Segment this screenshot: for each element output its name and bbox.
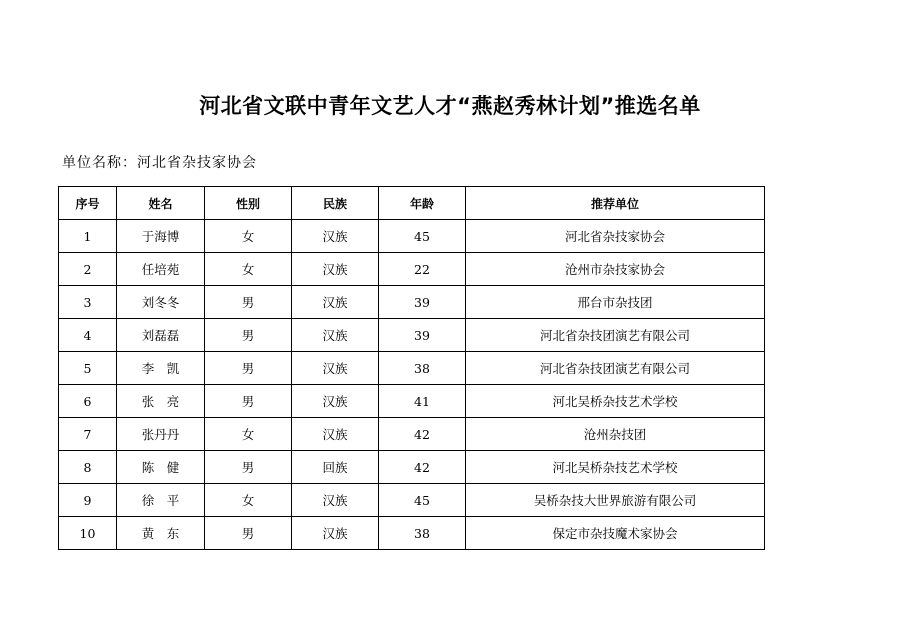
cell-recommending-unit: 河北吴桥杂技艺术学校	[466, 385, 765, 418]
cell-age: 22	[379, 253, 466, 286]
cell-index: 1	[59, 220, 117, 253]
unit-name: 单位名称：河北省杂技家协会	[62, 155, 257, 171]
cell-gender: 女	[205, 484, 292, 517]
table-row	[59, 220, 765, 253]
cell-index: 3	[59, 286, 117, 319]
cell-gender: 男	[205, 319, 292, 352]
cell-name: 李 凯	[117, 352, 205, 385]
cell-name: 张 亮	[117, 385, 205, 418]
cell-name: 刘磊磊	[117, 319, 205, 352]
cell-index: 2	[59, 253, 117, 286]
cell-name: 张丹丹	[117, 418, 205, 451]
table-row	[59, 385, 765, 418]
table-header-row	[59, 187, 765, 220]
cell-ethnicity: 汉族	[292, 220, 379, 253]
cell-gender: 男	[205, 286, 292, 319]
header-gender: 性别	[205, 187, 292, 220]
table-row	[59, 319, 765, 352]
cell-recommending-unit: 邢台市杂技团	[466, 286, 765, 319]
cell-recommending-unit: 河北省杂技团演艺有限公司	[466, 352, 765, 385]
table-row	[59, 484, 765, 517]
cell-ethnicity: 汉族	[292, 319, 379, 352]
table-row	[59, 418, 765, 451]
cell-gender: 女	[205, 220, 292, 253]
cell-ethnicity: 汉族	[292, 484, 379, 517]
cell-index: 10	[59, 517, 117, 550]
cell-recommending-unit: 吴桥杂技大世界旅游有限公司	[466, 484, 765, 517]
cell-index: 7	[59, 418, 117, 451]
table-row	[59, 451, 765, 484]
cell-age: 45	[379, 484, 466, 517]
cell-age: 39	[379, 286, 466, 319]
table-row	[59, 352, 765, 385]
cell-age: 38	[379, 517, 466, 550]
cell-age: 42	[379, 418, 466, 451]
cell-recommending-unit: 河北省杂技家协会	[466, 220, 765, 253]
cell-ethnicity: 汉族	[292, 385, 379, 418]
nomination-table	[58, 186, 765, 550]
cell-gender: 男	[205, 517, 292, 550]
document-title: 河北省文联中青年文艺人才“燕赵秀林计划”推选名单	[199, 94, 701, 118]
cell-recommending-unit: 河北吴桥杂技艺术学校	[466, 451, 765, 484]
cell-ethnicity: 汉族	[292, 517, 379, 550]
cell-recommending-unit: 沧州杂技团	[466, 418, 765, 451]
cell-name: 任培苑	[117, 253, 205, 286]
header-index: 序号	[59, 187, 117, 220]
cell-recommending-unit: 保定市杂技魔术家协会	[466, 517, 765, 550]
cell-name: 陈 健	[117, 451, 205, 484]
header-age: 年龄	[379, 187, 466, 220]
cell-ethnicity: 汉族	[292, 418, 379, 451]
cell-index: 9	[59, 484, 117, 517]
cell-gender: 男	[205, 451, 292, 484]
cell-name: 徐 平	[117, 484, 205, 517]
cell-recommending-unit: 河北省杂技团演艺有限公司	[466, 319, 765, 352]
cell-recommending-unit: 沧州市杂技家协会	[466, 253, 765, 286]
cell-age: 42	[379, 451, 466, 484]
cell-ethnicity: 汉族	[292, 253, 379, 286]
cell-gender: 女	[205, 253, 292, 286]
cell-name: 于海博	[117, 220, 205, 253]
cell-gender: 男	[205, 385, 292, 418]
cell-age: 45	[379, 220, 466, 253]
cell-gender: 男	[205, 352, 292, 385]
table-row	[59, 517, 765, 550]
cell-gender: 女	[205, 418, 292, 451]
table-row	[59, 253, 765, 286]
cell-ethnicity: 汉族	[292, 352, 379, 385]
cell-index: 4	[59, 319, 117, 352]
cell-index: 8	[59, 451, 117, 484]
cell-index: 6	[59, 385, 117, 418]
cell-age: 39	[379, 319, 466, 352]
cell-name: 刘冬冬	[117, 286, 205, 319]
cell-index: 5	[59, 352, 117, 385]
cell-age: 41	[379, 385, 466, 418]
cell-age: 38	[379, 352, 466, 385]
cell-name: 黄 东	[117, 517, 205, 550]
cell-ethnicity: 汉族	[292, 286, 379, 319]
header-name: 姓名	[117, 187, 205, 220]
header-ethnicity: 民族	[292, 187, 379, 220]
cell-ethnicity: 回族	[292, 451, 379, 484]
header-recommending-unit: 推荐单位	[466, 187, 765, 220]
table-row	[59, 286, 765, 319]
